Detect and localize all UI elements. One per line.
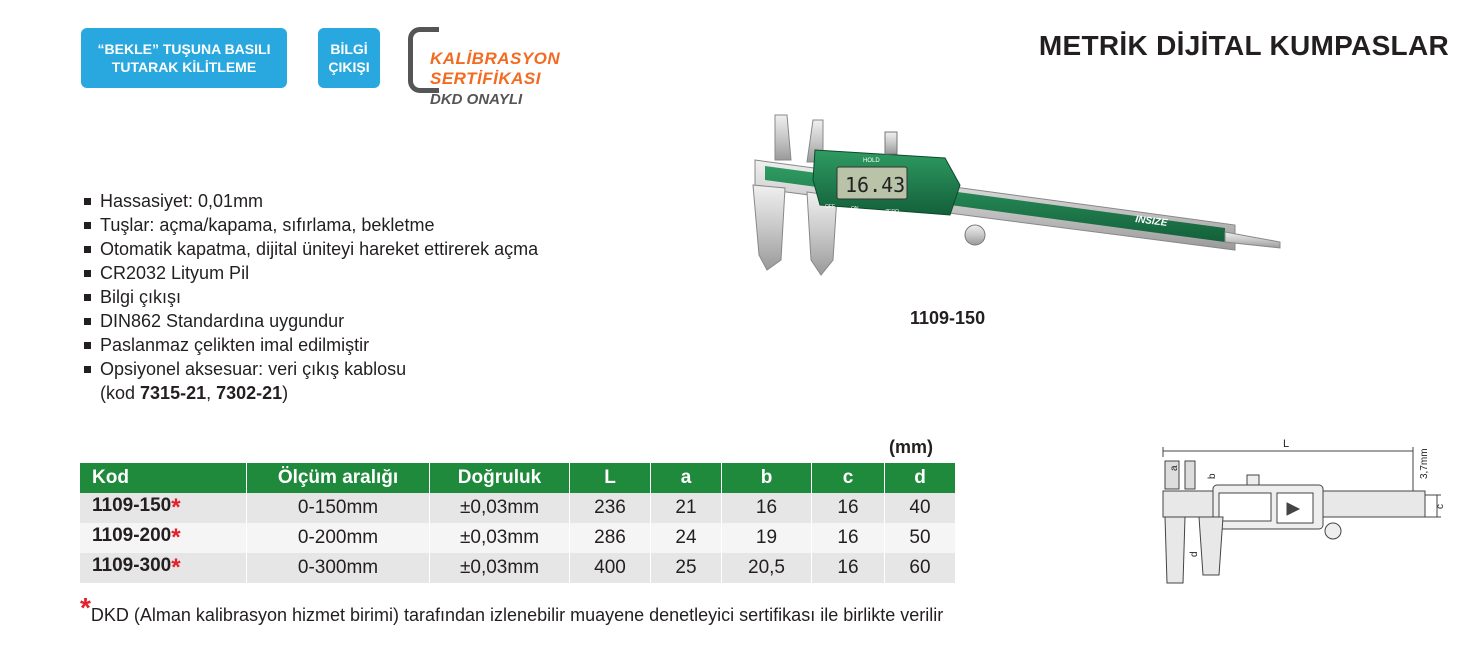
asterisk-mark: * — [171, 524, 181, 551]
cell-d: 50 — [885, 523, 956, 553]
accessory-sep: , — [206, 383, 217, 403]
dimension-diagram — [1155, 435, 1455, 590]
unit-label: (mm) — [889, 437, 933, 457]
cell-code — [80, 523, 247, 553]
dim-label-d: d — [1189, 551, 1200, 557]
hold-label: HOLD — [863, 158, 880, 164]
dim-label-a: a — [1169, 465, 1180, 471]
accessory-codes — [84, 381, 538, 405]
footnote-text: DKD (Alman kalibrasyon hizmet birimi) tarafından izlenebilir muayene denetleyici sertifikası ile birlikte verilir — [90, 605, 944, 625]
feature-item: Otomatik kapatma, dijital üniteyi hareket ettirerek açma — [84, 237, 538, 261]
feature-item: Opsiyonel aksesuar: veri çıkış kablosu — [84, 357, 538, 381]
cell-accuracy: ±0,03mm — [430, 553, 570, 583]
col-header-range: Ölçüm aralığı — [247, 463, 430, 493]
cell-c: 16 — [812, 553, 885, 583]
cell-accuracy: ±0,03mm — [430, 523, 570, 553]
col-header-L: L — [570, 463, 651, 493]
accessory-prefix: (kod — [100, 383, 141, 403]
col-header-c: c — [812, 463, 885, 493]
table-row — [80, 553, 956, 583]
table-row — [80, 523, 956, 553]
product-model-caption: 1109-150 — [910, 308, 986, 328]
feature-item: Tuşlar: açma/kapama, sıfırlama, bekletme — [84, 213, 538, 237]
cell-a: 25 — [651, 553, 722, 583]
cell-L: 400 — [570, 553, 651, 583]
page-title: METRİK DİJİTAL KUMPASLAR — [1038, 30, 1449, 61]
off-label: OFF — [825, 204, 835, 210]
brand-logo: INSIZE — [1134, 214, 1168, 229]
feature-item: Bilgi çıkışı — [84, 285, 538, 309]
table-header-row — [80, 463, 956, 493]
feature-item: Hassasiyet: 0,01mm — [84, 189, 538, 213]
cell-code — [80, 553, 247, 583]
display-reading: 16.43 — [845, 173, 906, 197]
feature-item: CR2032 Lityum Pil — [84, 261, 538, 285]
feature-item: DIN862 Standardına uygundur — [84, 309, 538, 333]
accessory-code-1: 7315-21 — [140, 383, 207, 403]
cell-c: 16 — [812, 523, 885, 553]
cell-b: 20,5 — [722, 553, 812, 583]
cell-L: 286 — [570, 523, 651, 553]
hold-lock-badge — [81, 28, 287, 88]
code-value: 1109-200 — [92, 525, 172, 546]
calibration-line3: DKD ONAYLI — [430, 91, 523, 108]
dim-label-thickness: 3,7mm — [1419, 448, 1430, 479]
footnote — [80, 592, 943, 626]
cell-accuracy: ±0,03mm — [430, 493, 570, 523]
dim-label-L: L — [1283, 438, 1290, 450]
cell-range: 0-300mm — [247, 553, 430, 583]
data-output-badge-text: BİLGİ ÇIKIŞI — [328, 41, 370, 75]
feature-list — [84, 189, 538, 405]
cell-d: 40 — [885, 493, 956, 523]
col-header-d: d — [885, 463, 956, 493]
on-label: ON — [851, 206, 859, 212]
code-value: 1109-150 — [92, 495, 172, 516]
calibration-certificate-logo — [408, 27, 598, 111]
cell-a: 24 — [651, 523, 722, 553]
digital-caliper-image — [745, 110, 1290, 280]
calibration-line1: KALİBRASYON — [430, 49, 561, 68]
footnote-asterisk: * — [80, 592, 91, 623]
asterisk-mark: * — [171, 554, 181, 581]
cell-L: 236 — [570, 493, 651, 523]
col-header-b: b — [722, 463, 812, 493]
cell-d: 60 — [885, 553, 956, 583]
cell-b: 16 — [722, 493, 812, 523]
cell-a: 21 — [651, 493, 722, 523]
dim-label-c: c — [1435, 504, 1446, 509]
accessory-code-2: 7302-21 — [216, 383, 283, 403]
table-row — [80, 493, 956, 523]
hold-lock-badge-text: “BEKLE” TUŞUNA BASILI TUTARAK KİLİTLEME — [97, 41, 271, 75]
feature-item: Paslanmaz çelikten imal edilmiştir — [84, 333, 538, 357]
calibration-line2: SERTİFİKASI — [430, 69, 541, 88]
cell-range: 0-200mm — [247, 523, 430, 553]
cell-c: 16 — [812, 493, 885, 523]
data-output-badge — [318, 28, 380, 88]
code-value: 1109-300 — [92, 555, 172, 576]
asterisk-mark: * — [171, 494, 181, 521]
cell-range: 0-150mm — [247, 493, 430, 523]
cell-b: 19 — [722, 523, 812, 553]
accessory-suffix: ) — [282, 383, 289, 403]
dim-label-b: b — [1207, 473, 1218, 479]
zero-label: ZERO — [885, 209, 899, 215]
col-header-accuracy: Doğruluk — [430, 463, 570, 493]
spec-table — [80, 463, 956, 583]
col-header-a: a — [651, 463, 722, 493]
cell-code — [80, 493, 247, 523]
col-header-code: Kod — [80, 463, 247, 493]
